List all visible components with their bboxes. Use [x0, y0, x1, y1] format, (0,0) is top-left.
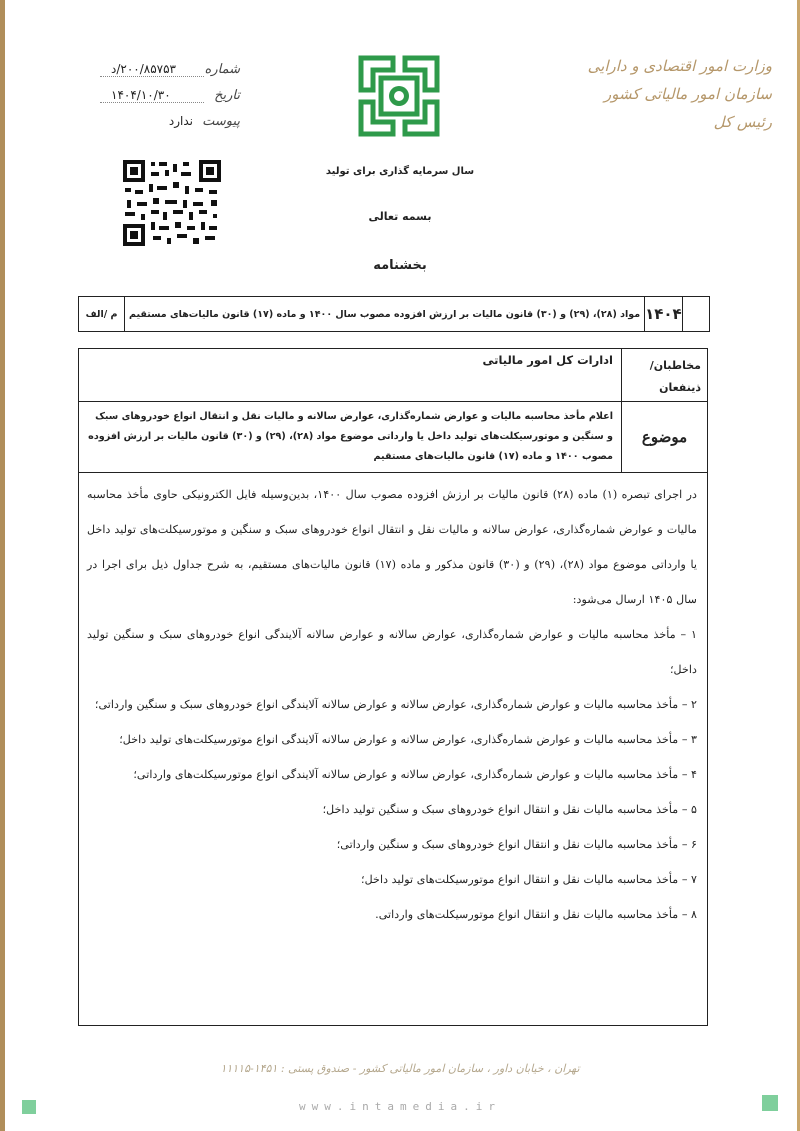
decorative-square-icon: [762, 1095, 778, 1111]
qr-code-icon: [123, 160, 221, 246]
circular-body-table: [78, 348, 708, 1026]
subject-value: اعلام مأخذ محاسبه مالیات و عوارض شماره‌گذاری، عوارض سالانه و مالیات نقل و انتقال انواع خودروهای سبک و سنگین و موتورسیکلت‌های تولید داخل یا وارداتی موضوع مواد (۲۸)، (۲۹) و (۳۰) قانون مالیات بر ارزش افزوده مصوب ۱۴۰۰ و ماده (۱۷) قانون مالیات‌های مستقیم: [88, 411, 613, 462]
letter-number-row: [100, 62, 240, 88]
page-border-left: [0, 0, 5, 1131]
addressees-value: ادارات کل امور مالیاتی: [482, 353, 613, 367]
ministry-line: وزارت امور اقتصادی و دارایی: [587, 57, 772, 75]
organization-line: سازمان امور مالیاتی کشور: [604, 85, 772, 103]
list-item: ۷ – مأخذ محاسبه مالیات نقل و انتقال انواع موتورسیکلت‌های تولید داخل؛: [361, 873, 697, 886]
subject-label: موضوع: [621, 402, 707, 472]
addressees-label: [621, 349, 707, 401]
reference-code-cell: م /الف: [85, 308, 118, 320]
list-item: ۱ – مأخذ محاسبه مالیات و عوارض شماره‌گذاری، عوارض سالانه و عوارض سالانه آلایندگی انواع خودروهای سبک و سنگین تولید داخل؛: [87, 628, 697, 676]
president-line: رئیس کل: [713, 113, 772, 131]
dotted-line: [100, 76, 204, 77]
besmellah-heading: بسمه تعالی: [368, 210, 432, 223]
tax-organization-emblem-icon: [353, 50, 445, 142]
letter-number-label: شماره: [204, 62, 240, 77]
letter-date-value: ۱۴۰۴/۱۰/۳۰: [108, 88, 174, 102]
year-slogan: سال سرمایه گذاری برای تولید: [325, 166, 475, 177]
letter-attachment-row: [100, 114, 240, 140]
list-item: ۳ – مأخذ محاسبه مالیات و عوارض شماره‌گذاری، عوارض سالانه و عوارض سالانه آلایندگی انواع موتورسیکلت‌های تولید داخل؛: [119, 733, 697, 746]
attachment-label: پیوست: [202, 114, 240, 129]
decorative-square-icon: [22, 1100, 36, 1114]
list-item: ۲ – مأخذ محاسبه مالیات و عوارض شماره‌گذاری، عوارض سالانه و عوارض سالانه آلایندگی انواع خودروهای سبک و سنگین وارداتی؛: [94, 698, 697, 711]
list-item: ۸ – مأخذ محاسبه مالیات نقل و انتقال انواع موتورسیکلت‌های وارداتی.: [375, 908, 697, 921]
list-item: ۵ – مأخذ محاسبه مالیات نقل و انتقال انواع خودروهای سبک و سنگین تولید داخل؛: [322, 803, 697, 816]
addressees-row: [79, 349, 707, 402]
intro-paragraph: در اجرای تبصره (۱) ماده (۲۸) قانون مالیات بر ارزش افزوده مصوب سال ۱۴۰۰، بدین‌وسیله فایل الکترونیکی حاوی مأخذ محاسبه مالیات و عوارض شماره‌گذاری، عوارض سالانه و مالیات نقل و انتقال انواع خودروهای سبک و سنگین و موتورسیکلت‌های تولید داخل یا وارداتی موضوع مواد (۲۸)، (۲۹) و (۳۰) قانون مذکور و ماده (۱۷) قانون مالیات‌های مستقیم، به شرح جداول ذیل برای اجرا در سال ۱۴۰۵ ارسال می‌شود:: [87, 488, 697, 606]
reference-description-cell: مواد (۲۸)، (۲۹) و (۳۰) قانون مالیات بر ارزش افزوده مصوب سال ۱۴۰۰ و ماده (۱۷) قانون مالیات‌های مستقیم: [124, 297, 644, 331]
circular-body-text: [79, 473, 707, 932]
list-item: ۴ – مأخذ محاسبه مالیات و عوارض شماره‌گذاری، عوارض سالانه و عوارض سالانه آلایندگی انواع موتورسیکلت‌های وارداتی؛: [133, 768, 697, 781]
reference-table: [78, 296, 710, 332]
document-type-title: بخشنامه: [373, 258, 427, 273]
letter-date-label: تاریخ: [214, 88, 240, 103]
footer-website: www.intamedia.ir: [299, 1100, 501, 1113]
reference-blank-cell: [682, 297, 709, 331]
addressees-label-line1: مخاطبان/: [649, 359, 701, 372]
letter-metadata: [100, 62, 240, 140]
footer-address: تهران ، خیابان داور ، سازمان امور مالیاتی کشور - صندوق پستی : ۱۴۵۱-۱۱۱۱۵: [220, 1062, 580, 1075]
letter-date-row: [100, 88, 240, 114]
ministry-signature-block: [572, 52, 772, 136]
letter-number-value: ۲۰۰/۸۵۷۵۳/د: [108, 62, 179, 76]
attachment-value: ندارد: [166, 114, 196, 128]
subject-row: [79, 402, 707, 473]
dotted-line: [100, 102, 204, 103]
reference-year-cell: ۱۴۰۴: [644, 297, 682, 331]
addressees-label-line2: ذینفعان: [659, 381, 701, 394]
list-item: ۶ – مأخذ محاسبه مالیات نقل و انتقال انواع خودروهای سبک و سنگین وارداتی؛: [336, 838, 697, 851]
